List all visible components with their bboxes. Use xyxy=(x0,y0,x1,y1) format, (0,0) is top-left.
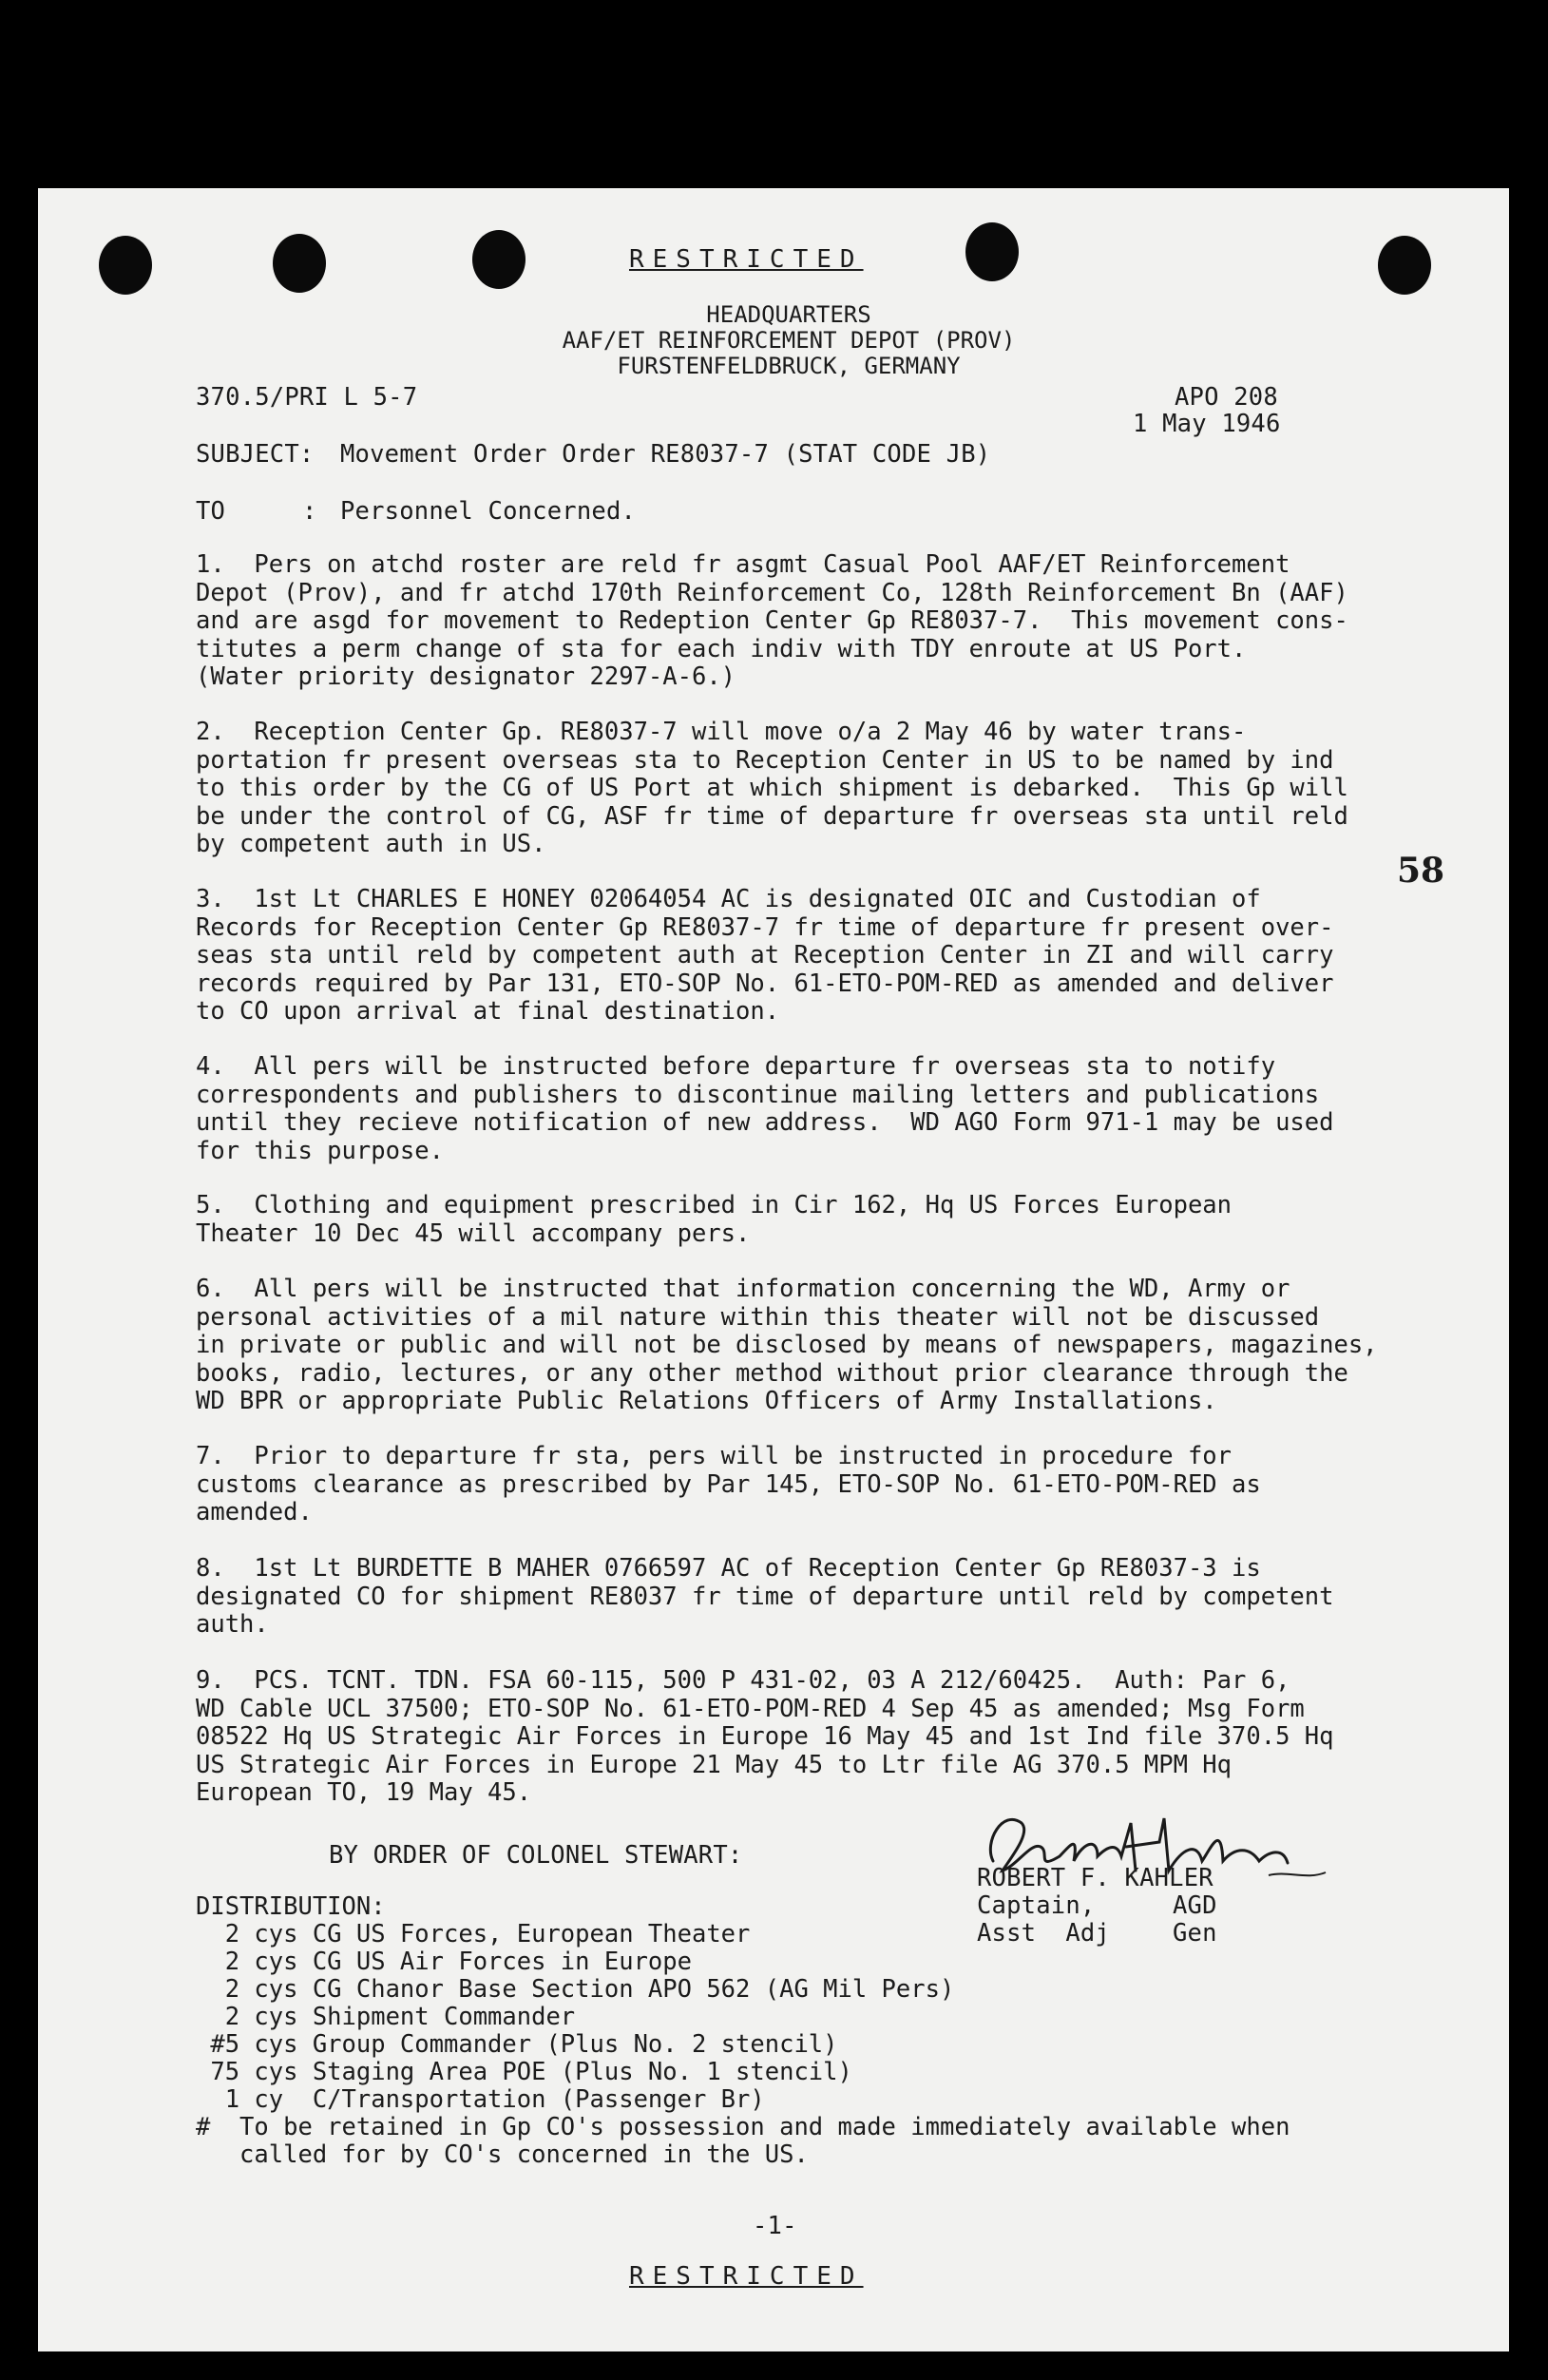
distribution-footnote: # To be retained in Gp CO's possession and made immediately available when called for by CO's concerned in the US. xyxy=(196,2113,1290,2169)
classification-top: RESTRICTED xyxy=(629,245,864,274)
paragraph-4: 4. All pers will be instructed before departure fr overseas sta to notify correspondents and publishers to discontinue mailing letters and publications until they recieve notification of new address. WD AGO Form 971-1 may be used for this purpose. xyxy=(196,1052,1334,1165)
page-number: -1- xyxy=(753,2212,797,2240)
distribution-item: 2 cys Shipment Commander xyxy=(196,2003,576,2031)
hq-line-1: HEADQUARTERS xyxy=(706,301,871,328)
signer-title-2: Gen xyxy=(1173,1919,1217,1948)
to-label: TO xyxy=(196,497,226,526)
apo-number: APO 208 xyxy=(1175,383,1278,412)
paragraph-7: 7. Prior to departure fr sta, pers will be instructed in procedure for customs clearance as prescribed by Par 145, ETO-SOP No. 61-ETO-POM-RED as amended. xyxy=(196,1442,1261,1526)
paragraph-3: 3. 1st Lt CHARLES E HONEY 02064054 AC is designated OIC and Custodian of Records for Reception Center Gp RE8037-7 fr time of departure fr present over- seas sta until reld by competent auth at Reception Center in ZI and will carry records required by Par 131, ETO-SOP No. 61-ETO-POM-RED as amended and deliver to CO upon arrival at final destination. xyxy=(196,885,1334,1026)
by-order-line: BY ORDER OF COLONEL STEWART: xyxy=(329,1841,743,1870)
punch-hole xyxy=(965,222,1019,281)
classification-bottom: RESTRICTED xyxy=(629,2262,864,2291)
document-date: 1 May 1946 xyxy=(1133,410,1281,438)
distribution-item: #5 cys Group Commander (Plus No. 2 stencil) xyxy=(196,2030,838,2059)
punch-hole xyxy=(273,234,326,293)
paragraph-2: 2. Reception Center Gp. RE8037-7 will move o/a 2 May 46 by water trans- portation fr present overseas sta to Reception Center in US to be named by ind to this order by the CG of US Port at which shipment is debarked. This Gp will be under the control of CG, ASF fr time of departure fr overseas sta until reld by competent auth in US. xyxy=(196,718,1348,858)
to-colon: : xyxy=(302,497,317,526)
to-text: Personnel Concerned. xyxy=(340,497,637,526)
signer-name: ROBERT F. KAHLER xyxy=(977,1864,1214,1892)
paragraph-9: 9. PCS. TCNT. TDN. FSA 60-115, 500 P 431-02, 03 A 212/60425. Auth: Par 6, WD Cable UCL 37500; ETO-SOP No. 61-ETO-POM-RED 4 Sep 45 as amended; Msg Form 08522 Hq US Strategic Air Forces in Europe 16 May 45 and 1st Ind file 370.5 Hq US Strategic Air Forces in Europe 21 May 45 to Ltr file AG 370.5 MPM Hq European TO, 19 May 45. xyxy=(196,1666,1334,1807)
document-page xyxy=(38,188,1509,2351)
subject-text: Movement Order Order RE8037-7 (STAT CODE JB) xyxy=(340,440,991,469)
distribution-item: 2 cys CG US Forces, European Theater xyxy=(196,1920,751,1948)
paragraph-8: 8. 1st Lt BURDETTE B MAHER 0766597 AC of Reception Center Gp RE8037-3 is designated CO for shipment RE8037 fr time of departure until reld by competent auth. xyxy=(196,1554,1334,1639)
punch-hole xyxy=(472,230,526,289)
paragraph-5: 5. Clothing and equipment prescribed in Cir 162, Hq US Forces European Theater 10 Dec 45 will accompany pers. xyxy=(196,1191,1233,1248)
signer-title: Asst Adj xyxy=(977,1919,1110,1948)
distribution-label: DISTRIBUTION: xyxy=(196,1892,386,1921)
distribution-item: 2 cys CG Chanor Base Section APO 562 (AG Mil Pers) xyxy=(196,1975,955,2004)
subject-label: SUBJECT: xyxy=(196,440,315,469)
file-reference: 370.5/PRI L 5-7 xyxy=(196,383,418,412)
paragraph-1: 1. Pers on atchd roster are reld fr asgmt Casual Pool AAF/ET Reinforcement Depot (Prov), and fr atchd 170th Reinforcement Co, 128th Reinforcement Bn (AAF) and are asgd for movement to Redeption Center Gp RE8037-7. This movement cons- titutes a perm change of sta for each indiv with TDY enroute at US Port. (Water priority designator 2297-A-6.) xyxy=(196,550,1348,691)
punch-hole xyxy=(99,236,152,295)
page-stamp: 58 xyxy=(1397,851,1445,891)
distribution-item: 75 cys Staging Area POE (Plus No. 1 stencil) xyxy=(196,2058,852,2086)
distribution-item: 2 cys CG US Air Forces in Europe xyxy=(196,1948,692,1976)
signer-branch: AGD xyxy=(1173,1891,1217,1920)
distribution-item: 1 cy C/Transportation (Passenger Br) xyxy=(196,2085,765,2114)
paragraph-6: 6. All pers will be instructed that information concerning the WD, Army or personal activities of a mil nature within this theater will not be discussed in private or public and will not be disclosed by means of newspapers, magazines, books, radio, lectures, or any other method without prior clearance through the WD BPR or appropriate Public Relations Officers of Army Installations. xyxy=(196,1275,1378,1415)
hq-line-3: FURSTENFELDBRUCK, GERMANY xyxy=(617,353,961,379)
signer-rank: Captain, xyxy=(977,1891,1096,1920)
punch-hole xyxy=(1378,236,1431,295)
hq-line-2: AAF/ET REINFORCEMENT DEPOT (PROV) xyxy=(562,327,1016,354)
